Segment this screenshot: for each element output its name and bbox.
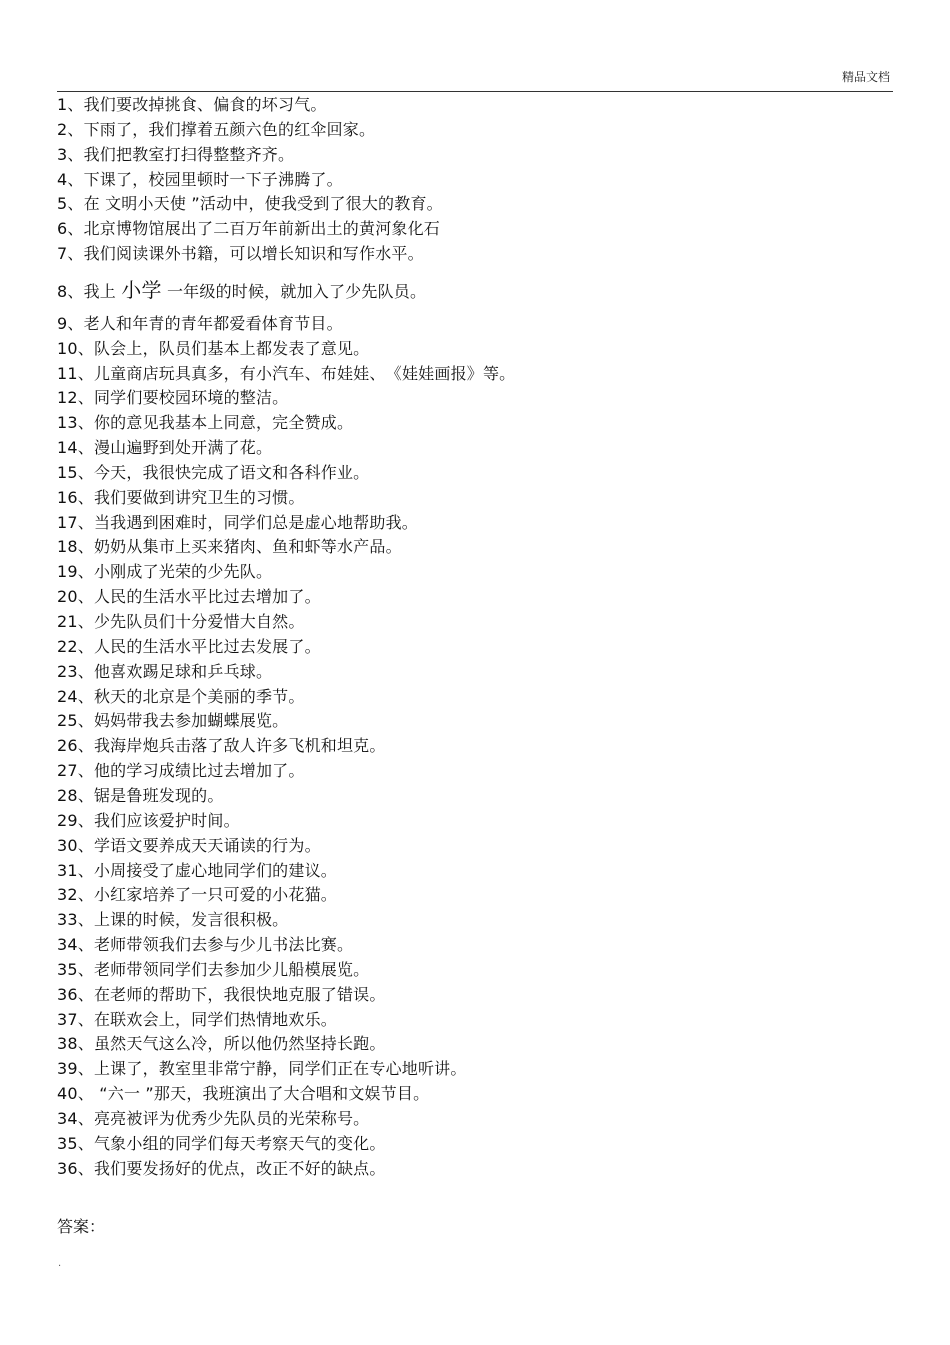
item-number: 39、 [57, 1059, 94, 1079]
item-text: 他喜欢踢足球和乒乓球。 [93, 661, 273, 681]
item-text: 人民的生活水平比过去发展了。 [93, 636, 321, 656]
header-label: 精品文档 [841, 70, 890, 84]
list-item [57, 337, 369, 361]
list-item [57, 834, 321, 858]
item-number: 27、 [57, 761, 94, 781]
item-number: 5、 [57, 194, 84, 214]
item-number: 9、 [57, 313, 84, 333]
list-item [57, 1057, 467, 1081]
list-item [57, 908, 288, 932]
list-item [57, 709, 288, 733]
list-item [57, 168, 343, 192]
item-text: 小红家培养了一只可爱的小花猫。 [93, 885, 337, 905]
item-number: 40、 [57, 1084, 94, 1104]
item-number: 6、 [57, 219, 84, 239]
item-number: 34、 [57, 1109, 94, 1128]
list-item [57, 192, 443, 216]
item-text: 我们应该爱护时间。 [93, 810, 240, 830]
item-text: 我们阅读课外书籍，可以增长知识和写作水平。 [83, 244, 424, 264]
item-text: “六一 ”那天，我班演出了大合唱和文娱节目。 [93, 1084, 430, 1104]
item-number: 20、 [57, 587, 94, 607]
list-item [57, 1107, 369, 1131]
item-number: 31、 [57, 860, 94, 880]
item-number: 2、 [57, 119, 84, 139]
item-number: 15、 [57, 462, 94, 482]
item-text: 老师带领同学们去参加少儿船模展览。 [93, 959, 370, 979]
item-number: 14、 [57, 438, 94, 458]
header-divider [57, 91, 893, 92]
item-text: 当我遇到困难时，同学们总是虚心地帮助我。 [93, 512, 418, 532]
answer-label: 答案： [57, 1217, 106, 1236]
list-item [57, 1082, 429, 1106]
item-number: 36、 [57, 1158, 94, 1178]
item-number: 4、 [57, 169, 84, 189]
item-number: 29、 [57, 810, 94, 830]
list-item [57, 143, 294, 167]
item-text: 我们要改掉挑食、偏食的坏习气。 [83, 95, 327, 114]
item-text: 老人和年青的青年都爱看体育节目。 [83, 313, 343, 333]
item-text: 学语文要养成天天诵读的行为。 [93, 835, 321, 855]
list-item [57, 585, 321, 609]
list-item [57, 386, 288, 410]
item-number: 7、 [57, 244, 84, 264]
item-number: 11、 [57, 363, 94, 383]
item-text: 我海岸炮兵击落了敌人许多飞机和坦克。 [93, 736, 386, 756]
list-item [57, 242, 424, 266]
item-text: 今天，我很快完成了语文和各科作业。 [93, 462, 370, 482]
item-text: 老师带领我们去参与少儿书法比赛。 [93, 935, 354, 955]
list-item [57, 436, 272, 460]
item-number: 24、 [57, 686, 94, 706]
item-text: 下雨了，我们撑着五颜六色的红伞回家。 [83, 119, 376, 139]
item-number: 30、 [57, 835, 94, 855]
list-item [57, 118, 375, 142]
list-item [57, 411, 353, 435]
item-text: 虽然天气这么冷，所以他仍然坚持长跑。 [93, 1034, 386, 1054]
list-item [57, 859, 337, 883]
item-number: 25、 [57, 711, 94, 731]
item-text: 一年级的时候，就加入了少先队员。 [161, 281, 427, 301]
item-text: 上课了，教室里非常宁静，同学们正在专心地听讲。 [93, 1059, 467, 1079]
item-number: 1、 [57, 95, 84, 114]
item-number: 33、 [57, 910, 94, 930]
item-number: 38、 [57, 1034, 94, 1054]
item-number: 21、 [57, 612, 94, 631]
item-number: 22、 [57, 636, 94, 656]
item-text: 下课了，校园里顿时一下子沸腾了。 [83, 169, 343, 189]
item-number: 12、 [57, 388, 94, 408]
list-item [57, 660, 272, 684]
list-item [57, 734, 386, 758]
list-item [57, 883, 337, 907]
item-text: 妈妈带我去参加蝴蝶展览。 [93, 711, 289, 731]
list-item [57, 362, 515, 386]
list-item [57, 312, 343, 336]
list-item [57, 958, 369, 982]
item-number: 18、 [57, 537, 94, 557]
item-number: 17、 [57, 512, 94, 532]
item-text: 我们要做到讲究卫生的习惯。 [93, 487, 305, 507]
item-number: 34、 [57, 935, 94, 955]
item-text-emphasis: 小学 [121, 277, 162, 302]
item-text: 我们要发扬好的优点，改正不好的缺点。 [93, 1158, 386, 1178]
footer-mark: . [58, 1258, 62, 1269]
item-number: 32、 [57, 885, 94, 905]
item-text: 漫山遍野到处开满了花。 [93, 438, 273, 458]
list-item [57, 685, 305, 709]
list-item [57, 461, 369, 485]
item-text: 他的学习成绩比过去增加了。 [93, 761, 305, 781]
item-text: 在 文明小天使 ”活动中，使我受到了很大的教育。 [83, 194, 443, 214]
item-number: 36、 [57, 984, 94, 1004]
list-item [57, 933, 353, 957]
item-number: 26、 [57, 736, 94, 756]
item-text: 人民的生活水平比过去增加了。 [93, 587, 321, 607]
list-item [57, 535, 402, 559]
list-item [57, 486, 305, 510]
item-number: 28、 [57, 785, 94, 805]
list-item [57, 93, 327, 117]
item-number: 13、 [57, 413, 94, 433]
item-number: 16、 [57, 487, 94, 507]
list-item [57, 1132, 386, 1156]
item-text: 儿童商店玩具真多，有小汽车、布娃娃、 《娃娃画报》等。 [93, 363, 516, 383]
item-text: 我们把教室打扫得整整齐齐。 [83, 144, 295, 164]
list-item [57, 278, 426, 302]
item-text: 你的意见我基本上同意，完全赞成。 [93, 413, 354, 433]
item-number: 10、 [57, 338, 94, 358]
item-text: 上课的时候，发言很积极。 [93, 910, 289, 930]
item-number: 37、 [57, 1009, 94, 1029]
item-text: 锯是鲁班发现的。 [93, 785, 224, 805]
item-text-prefix: 我上 [83, 281, 122, 301]
item-text: 小刚成了光荣的少先队。 [93, 562, 273, 582]
list-item [57, 635, 321, 659]
item-text: 队会上，队员们基本上都发表了意见。 [93, 338, 370, 358]
list-item [57, 610, 305, 634]
item-text: 少先队员们十分爱惜大自然。 [93, 612, 305, 631]
item-text: 秋天的北京是个美丽的季节。 [93, 686, 305, 706]
item-text: 北京博物馆展出了二百万年前新出土的黄河象化石 [83, 219, 440, 239]
item-number: 35、 [57, 1133, 94, 1153]
item-text: 小周接受了虚心地同学们的建议。 [93, 860, 337, 880]
list-item [57, 759, 305, 783]
list-item [57, 511, 418, 535]
item-number: 23、 [57, 661, 94, 681]
item-number: 8、 [57, 281, 84, 301]
item-text: 在联欢会上，同学们热情地欢乐。 [93, 1009, 337, 1029]
item-text: 亮亮被评为优秀少先队员的光荣称号。 [93, 1109, 370, 1128]
item-text: 奶奶从集市上买来猪肉、鱼和虾等水产品。 [93, 537, 402, 557]
list-item [57, 1032, 386, 1056]
list-item [57, 784, 224, 808]
list-item [57, 1008, 337, 1032]
list-item [57, 217, 440, 241]
list-item [57, 983, 386, 1007]
item-text: 在老师的帮助下，我很快地克服了错误。 [93, 984, 386, 1004]
item-number: 19、 [57, 562, 94, 582]
item-text: 同学们要校园环境的整洁。 [93, 388, 289, 408]
item-text: 气象小组的同学们每天考察天气的变化。 [93, 1133, 386, 1153]
list-item [57, 1157, 386, 1181]
list-item [57, 560, 272, 584]
list-item [57, 809, 240, 833]
item-number: 3、 [57, 144, 84, 164]
item-number: 35、 [57, 959, 94, 979]
